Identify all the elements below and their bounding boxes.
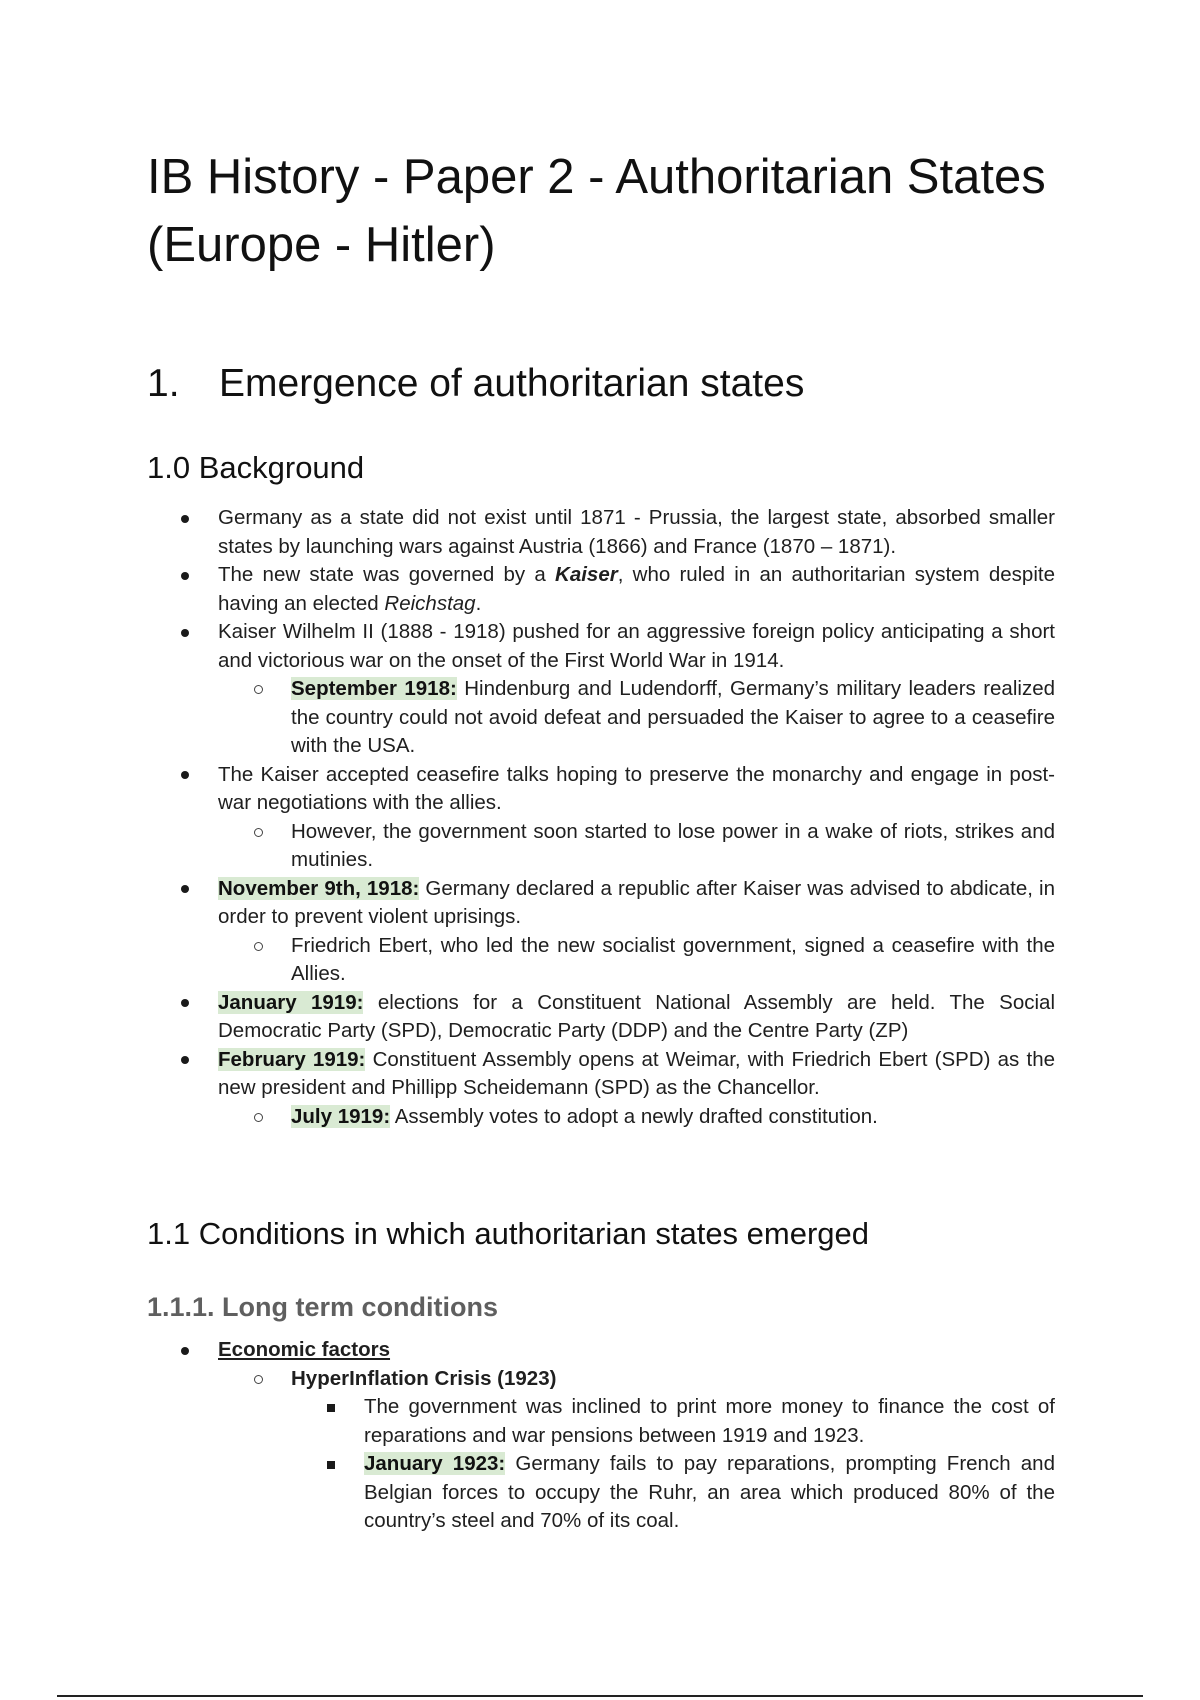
list-item: July 1919: Assembly votes to adopt a newly drafted constitution.	[291, 1103, 1055, 1132]
bullet-icon	[175, 618, 195, 647]
document-title: IB History - Paper 2 - Authoritarian States (Europe - Hitler)	[147, 150, 1046, 272]
list-item: September 1918: Hindenburg and Ludendorff, Germany’s military leaders realized the country could not avoid defeat and persuaded the Kaiser to agree to a ceasefire with the USA.	[291, 675, 1055, 761]
list-item	[218, 1336, 1055, 1365]
date-highlight: July 1919:	[291, 1104, 391, 1128]
section-1-1-1-heading: 1.1.1. Long term conditions	[147, 1292, 499, 1322]
section-1-title: Emergence of authoritarian states	[219, 362, 805, 405]
circle-bullet-icon	[248, 818, 268, 847]
list-item: Kaiser Wilhelm II (1888 - 1918) pushed for an aggressive foreign policy anticipating a short and victorious war on the onset of the First World War in 1914.	[218, 618, 1055, 675]
conditions-list	[147, 1336, 1055, 1536]
bullet-icon	[175, 504, 195, 533]
list-item: Germany as a state did not exist until 1871 - Prussia, the largest state, absorbed smaller states by launching wars against Austria (1866) and France (1870 – 1871).	[218, 504, 1055, 561]
background-list	[147, 504, 1055, 1131]
bullet-icon	[175, 1336, 195, 1365]
page-bottom-divider	[57, 1695, 1143, 1697]
list-item: November 9th, 1918: Germany declared a republic after Kaiser was advised to abdicate, in order to prevent violent uprisings.	[218, 875, 1055, 932]
section-1-heading	[147, 360, 804, 408]
list-item: The government was inclined to print more money to finance the cost of reparations and war pensions between 1919 and 1923.	[364, 1393, 1055, 1450]
circle-bullet-icon	[248, 1103, 268, 1132]
bullet-icon	[175, 1046, 195, 1075]
date-highlight: February 1919:	[218, 1047, 366, 1071]
bullet-icon	[175, 875, 195, 904]
list-item: The Kaiser accepted ceasefire talks hoping to preserve the monarchy and engage in post-war negotiations with the allies.	[218, 761, 1055, 818]
section-1-0-heading: 1.0 Background	[147, 450, 365, 485]
section-1-1-heading: 1.1 Conditions in which authoritarian states emerged	[147, 1216, 870, 1251]
square-bullet-icon	[321, 1450, 341, 1479]
list-item: January 1923: Germany fails to pay reparations, prompting French and Belgian forces to occupy the Ruhr, an area which produced 80% of the country’s steel and 70% of its coal.	[364, 1450, 1055, 1536]
hyperinflation-label: HyperInflation Crisis (1923)	[291, 1366, 557, 1390]
list-item: However, the government soon started to lose power in a wake of riots, strikes and mutinies.	[291, 818, 1055, 875]
list-item: Friedrich Ebert, who led the new socialist government, signed a ceasefire with the Allies.	[291, 932, 1055, 989]
list-item: January 1919: elections for a Constituent National Assembly are held. The Social Democratic Party (SPD), Democratic Party (DDP) and the Centre Party (ZP)	[218, 989, 1055, 1046]
section-1-number: 1.	[147, 362, 180, 405]
circle-bullet-icon	[248, 675, 268, 704]
circle-bullet-icon	[248, 1365, 268, 1394]
list-item	[291, 1365, 1055, 1394]
economic-factors-label: Economic factors	[218, 1338, 391, 1361]
date-highlight: November 9th, 1918:	[218, 876, 420, 900]
bullet-icon	[175, 989, 195, 1018]
circle-bullet-icon	[248, 932, 268, 961]
list-item: The new state was governed by a Kaiser, who ruled in an authoritarian system despite having an elected Reichstag.	[218, 561, 1055, 618]
bullet-icon	[175, 561, 195, 590]
square-bullet-icon	[321, 1393, 341, 1422]
bullet-icon	[175, 761, 195, 790]
date-highlight: January 1923:	[364, 1452, 506, 1475]
list-item: February 1919: Constituent Assembly opens at Weimar, with Friedrich Ebert (SPD) as the new president and Phillipp Scheidemann (SPD) as the Chancellor.	[218, 1046, 1055, 1103]
date-highlight: January 1919:	[218, 990, 364, 1014]
date-highlight: September 1918:	[291, 677, 457, 700]
